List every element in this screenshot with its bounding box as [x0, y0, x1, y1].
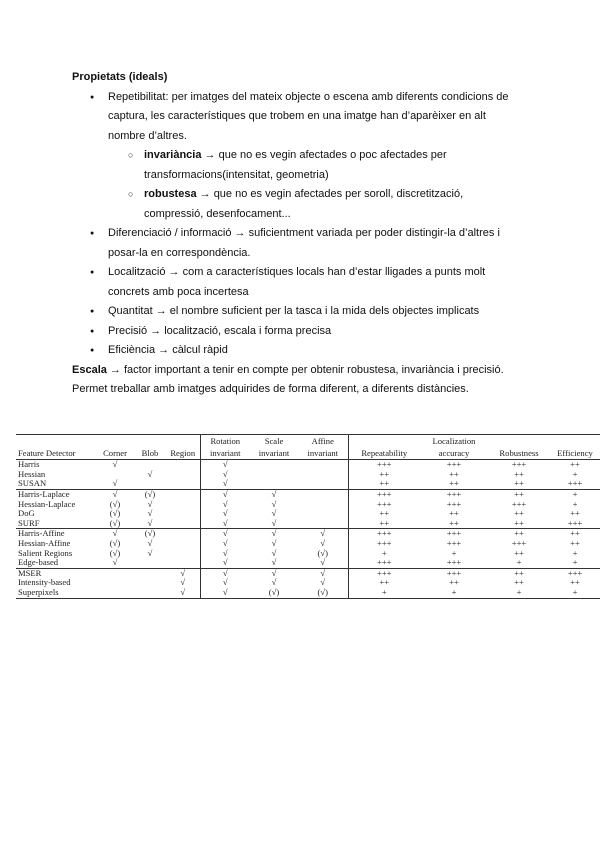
detector-name-cell: Hessian-Laplace [18, 498, 76, 509]
table-cell: √ [200, 568, 250, 578]
col-rotation-line1: Rotation [200, 435, 250, 448]
detector-name-cell: Intensity-based [18, 577, 71, 588]
table-row [16, 470, 600, 480]
table-cell [166, 500, 200, 510]
table-cell: ++ [348, 519, 420, 529]
table-cell: √ [271, 517, 277, 528]
table-cell: √ [200, 519, 250, 529]
table-row [16, 558, 600, 568]
list-item-localitzacio: ● Localització → com a característiques locals han d’estar lligades a punts molt concrets amb poca incertesa [72, 263, 524, 302]
table-cell [298, 509, 348, 519]
table-cell [134, 568, 166, 578]
table-cell: √ [200, 500, 250, 510]
table-cell [166, 479, 200, 489]
col-blob: Blob [134, 435, 166, 460]
table-cell [166, 558, 200, 568]
table-group [16, 529, 600, 568]
table-cell [298, 470, 348, 480]
table-cell [166, 519, 200, 529]
table-cell: +++ [488, 460, 550, 470]
table-cell: ++ [488, 529, 550, 539]
table-cell: ++ [570, 537, 580, 548]
table-row [16, 588, 600, 598]
list-item-repetibilitat: ● Repetibilitat: per imatges del mateix objecte o escena amb diferents condicions de captura, les característiques que trobem en una imatge han d’aparèixer en alt nombre d’altres. [72, 88, 524, 147]
table-cell: +++ [348, 500, 420, 510]
table-cell: √ [200, 578, 250, 588]
table-cell: + [348, 588, 420, 598]
table-cell: (√) [298, 588, 348, 598]
table-cell: (√) [134, 489, 166, 499]
table-row [16, 578, 600, 588]
table-cell: √ [271, 547, 277, 558]
table-cell: √ [200, 460, 250, 470]
table-cell: +++ [550, 568, 600, 578]
table-cell: ++ [449, 468, 459, 479]
properties-list [72, 88, 524, 361]
sub-item-robustesa: ○ robustesa → que no es vegin afectades per soroll, discretització, compressió, desenfocament... [72, 185, 524, 224]
table-cell: √ [96, 529, 134, 539]
table-group [16, 489, 600, 528]
table-cell: √ [166, 588, 200, 598]
table-cell: +++ [567, 478, 583, 489]
col-rotation-line2: invariant [200, 448, 250, 460]
table-cell: ++ [348, 479, 420, 489]
table-cell [166, 549, 200, 559]
table-cell: √ [147, 517, 153, 528]
table-cell: √ [96, 460, 134, 470]
detector-name-cell: Hessian-Affine [18, 537, 71, 548]
col-scale-line1: Scale [250, 435, 298, 448]
table-cell [96, 588, 134, 598]
table-cell: ++ [514, 468, 524, 479]
table-cell: √ [320, 537, 326, 548]
table-cell: + [516, 557, 522, 568]
table-cell: (√) [109, 537, 121, 548]
permet-paragraph: Permet treballar amb imatges adquirides de forma diferent, a diferents distàncies. [72, 383, 469, 395]
sub-item-invariancia: ○ invariància → que no es vegin afectades o poc afectades per transformacions(intensitat, geometria) [72, 146, 524, 185]
table-cell [166, 489, 200, 499]
list-item-diferenciacio: ● Diferenciació / informació → suficientment variada per poder distingir-la d’altres i posar-la en correspondència. [72, 224, 524, 263]
table-cell [250, 479, 298, 489]
table-cell: √ [147, 537, 153, 548]
col-robustness: Robustness [488, 435, 550, 460]
table-cell: +++ [348, 568, 420, 578]
table-cell [96, 568, 134, 578]
table-cell: +++ [420, 460, 488, 470]
table-cell: + [420, 588, 488, 598]
col-localization-line2: accuracy [420, 448, 488, 460]
table-cell: +++ [420, 568, 488, 578]
table-cell: √ [271, 577, 277, 588]
table-cell: ++ [514, 478, 524, 489]
table-cell [134, 558, 166, 568]
col-feature-detector: Feature Detector [16, 435, 96, 460]
table-cell: ++ [514, 508, 524, 519]
table-cell: ++ [348, 578, 420, 588]
table-row [16, 509, 600, 519]
table-cell [298, 489, 348, 499]
table-cell: √ [271, 498, 277, 509]
table-group [16, 568, 600, 598]
detector-name-cell: Salient Regions [18, 547, 73, 558]
table-cell: + [550, 489, 600, 499]
table-cell: ++ [550, 529, 600, 539]
detector-name-cell: MSER [16, 568, 96, 578]
table-cell [134, 479, 166, 489]
table-cell [298, 519, 348, 529]
table-cell: √ [96, 489, 134, 499]
table-cell: √ [180, 577, 186, 588]
table-cell [250, 470, 298, 480]
table-row [16, 500, 600, 510]
table-cell: √ [147, 498, 153, 509]
table-cell: √ [200, 470, 250, 480]
table-cell: ++ [348, 470, 420, 480]
table-cell: (√) [109, 508, 121, 519]
col-affine-line1: Affine [298, 435, 348, 448]
table-cell: ++ [514, 577, 524, 588]
col-scale-line2: invariant [250, 448, 298, 460]
table-cell: ++ [570, 577, 580, 588]
table-cell: √ [298, 568, 348, 578]
table-row [16, 568, 600, 578]
table-cell: +++ [511, 537, 527, 548]
table-cell: +++ [446, 498, 462, 509]
table-row [16, 549, 600, 559]
table-row [16, 479, 600, 489]
table-cell: √ [200, 479, 250, 489]
table-cell: +++ [511, 498, 527, 509]
table-cell: +++ [348, 489, 420, 499]
document-text [72, 68, 524, 400]
table-cell: √ [200, 509, 250, 519]
table-cell: √ [147, 508, 153, 519]
table-cell: √ [200, 588, 250, 598]
table-cell: √ [200, 549, 250, 559]
table-cell: + [451, 547, 457, 558]
table-cell: √ [250, 568, 298, 578]
table-cell [166, 529, 200, 539]
table-cell: √ [320, 557, 326, 568]
detector-name-cell: Hessian [18, 468, 46, 479]
list-item-eficiencia: ● Eficiència → càlcul ràpid [72, 341, 524, 361]
table-cell [166, 539, 200, 549]
table-cell: +++ [348, 529, 420, 539]
table-cell [298, 479, 348, 489]
table-cell: ++ [570, 508, 580, 519]
table-cell [166, 460, 200, 470]
table-cell: √ [271, 557, 277, 568]
table-cell: +++ [446, 557, 462, 568]
col-affine-line2: invariant [298, 448, 348, 460]
table-cell: + [572, 557, 578, 568]
feature-detector-table [16, 434, 600, 599]
table-cell: +++ [348, 558, 420, 568]
table-cell: √ [147, 468, 153, 479]
detector-name-cell: Harris [16, 460, 96, 470]
table-cell [134, 578, 166, 588]
table-cell [298, 500, 348, 510]
table-cell: √ [112, 478, 118, 489]
table-cell [250, 460, 298, 470]
table-cell: (√) [134, 529, 166, 539]
header-row-1 [16, 435, 600, 448]
table-row [16, 539, 600, 549]
table-cell: ++ [488, 568, 550, 578]
table-cell: ++ [449, 478, 459, 489]
table-cell: ++ [550, 460, 600, 470]
table-cell: √ [200, 539, 250, 549]
list-item-quantitat: ● Quantitat → el nombre suficient per la tasca i la mida dels objectes implicats [72, 302, 524, 322]
table-cell: + [572, 498, 578, 509]
list-item-precisio: ● Precisió → localització, escala i forma precisa [72, 322, 524, 342]
table-cell: √ [271, 537, 277, 548]
escala-paragraph: Escala → factor important a tenir en compte per obtenir robustesa, invariància i precisió. [72, 363, 504, 376]
table-cell: + [572, 547, 578, 558]
table-cell: + [488, 588, 550, 598]
detector-name-cell: Harris-Affine [16, 529, 96, 539]
col-repeatability: Repeatability [348, 435, 420, 460]
section-heading: Propietats (ideals) [72, 71, 168, 83]
table-cell: + [348, 549, 420, 559]
table-row [16, 519, 600, 529]
table-cell: +++ [348, 539, 420, 549]
table-cell: +++ [446, 537, 462, 548]
table-cell: ++ [449, 508, 459, 519]
table-cell: (√) [109, 517, 121, 528]
table-cell: ++ [488, 489, 550, 499]
table-cell: + [550, 588, 600, 598]
table-row [16, 460, 600, 470]
table-cell: +++ [567, 517, 583, 528]
detector-name-cell: DoG [18, 508, 35, 519]
table-cell [134, 588, 166, 598]
detector-name-cell: Superpixels [16, 588, 96, 598]
table-cell: √ [271, 508, 277, 519]
detector-name-cell: Harris-Laplace [16, 489, 96, 499]
table-cell: (√) [109, 498, 121, 509]
table-cell: √ [200, 489, 250, 499]
table-cell: √ [250, 489, 298, 499]
table-cell: √ [298, 529, 348, 539]
table-cell: +++ [420, 489, 488, 499]
table-cell: (√) [250, 588, 298, 598]
table-cell: √ [320, 577, 326, 588]
detector-name-cell: SURF [18, 517, 40, 528]
table-cell [96, 578, 134, 588]
table-cell: + [572, 468, 578, 479]
table-cell: √ [166, 568, 200, 578]
table-cell: (√) [317, 547, 328, 558]
table-cell: ++ [514, 547, 524, 558]
col-localization-line1: Localization [420, 435, 488, 448]
detector-name-cell: SUSAN [18, 478, 47, 489]
table-cell: +++ [420, 529, 488, 539]
col-efficiency: Efficiency [550, 435, 600, 460]
table-cell: ++ [348, 509, 420, 519]
table-cell: √ [250, 529, 298, 539]
table-cell [166, 509, 200, 519]
col-corner: Corner [96, 435, 134, 460]
table-cell: (√) [109, 547, 121, 558]
table-cell: √ [200, 558, 250, 568]
table-cell: ++ [449, 517, 459, 528]
table-cell: ++ [449, 577, 459, 588]
col-region: Region [166, 435, 200, 460]
table-cell: ++ [514, 517, 524, 528]
table-cell [166, 470, 200, 480]
table-cell: √ [200, 529, 250, 539]
detector-name-cell: Edge-based [18, 557, 59, 568]
table-cell: +++ [348, 460, 420, 470]
table-group [16, 460, 600, 490]
comparison-table [16, 434, 600, 599]
table-cell [298, 460, 348, 470]
table-cell: √ [147, 547, 153, 558]
table-cell: √ [112, 557, 118, 568]
